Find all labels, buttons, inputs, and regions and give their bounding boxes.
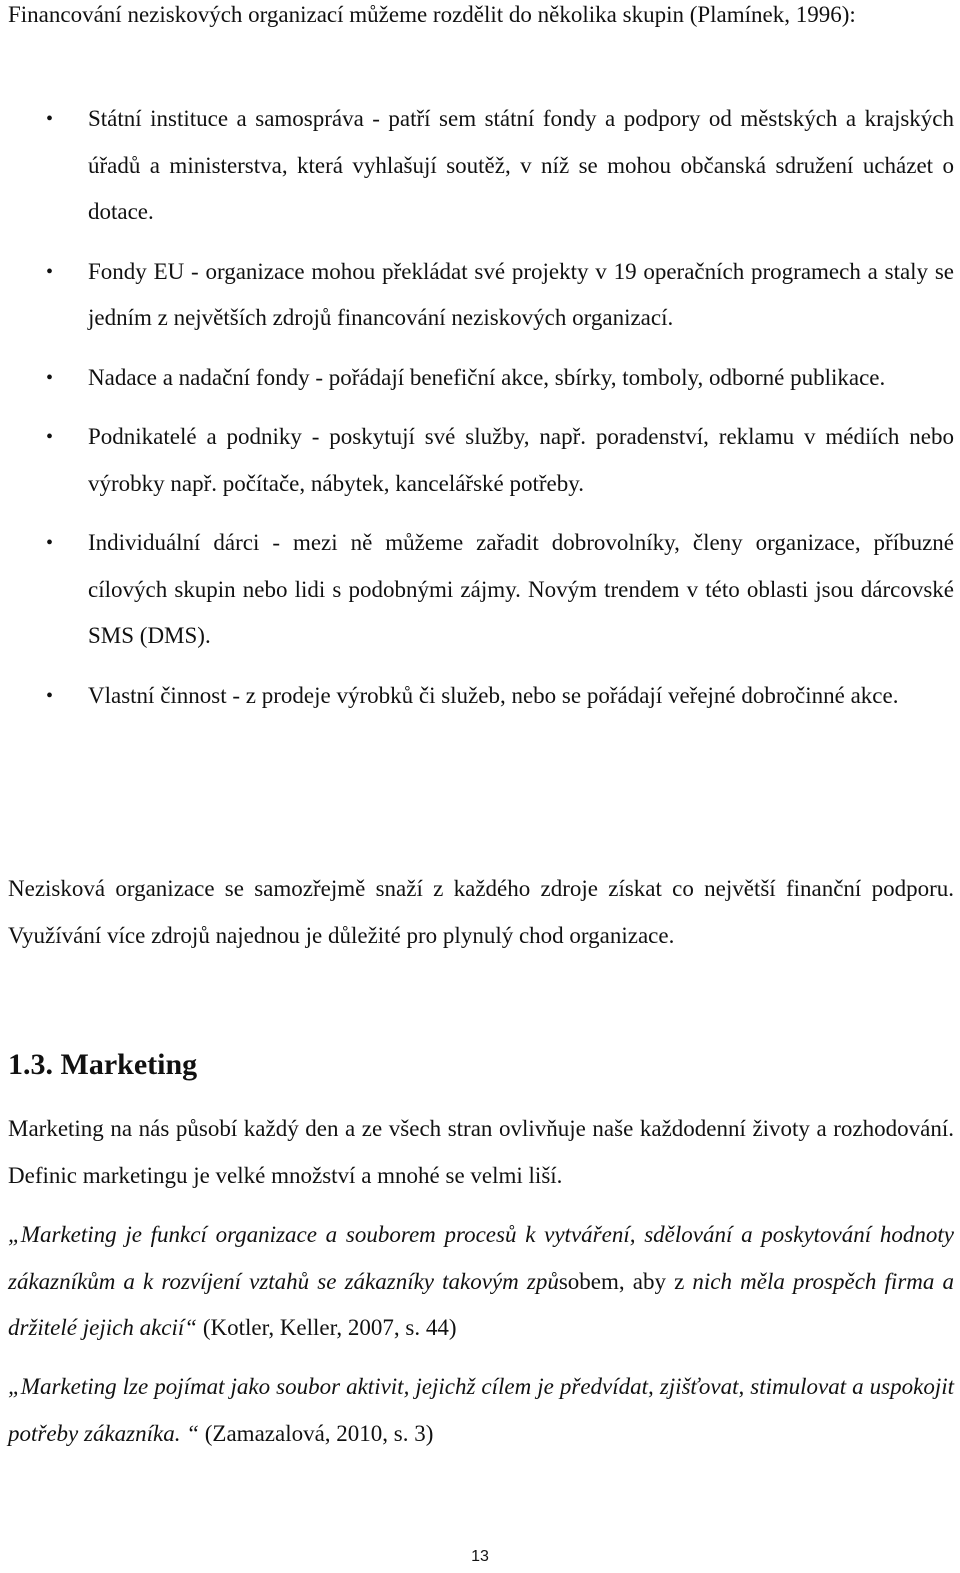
page-number: 13 bbox=[471, 1548, 489, 1565]
section-heading: 1.3. Marketing bbox=[8, 1048, 198, 1081]
marketing-paragraph: Marketing na nás působí každý den a ze všech stran ovlivňuje naše každodenní životy a rozhodování. Definic marketingu je velké množství a mnohé se velmi liší. bbox=[8, 1116, 954, 1188]
financing-sources-list bbox=[8, 96, 954, 732]
list-item bbox=[8, 414, 954, 507]
quote-citation: (Kotler, Keller, 2007, s. 44) bbox=[197, 1315, 457, 1340]
bullet-icon: • bbox=[46, 260, 54, 283]
intro-paragraph: Financování neziskových organizací můžeme rozdělit do několika skupin (Plamínek, 1996): bbox=[8, 2, 856, 27]
list-item bbox=[8, 355, 954, 402]
quote-citation: (Zamazalová, 2010, s. 3) bbox=[199, 1420, 434, 1446]
quote-text-upright: sobem, aby z bbox=[558, 1268, 693, 1294]
bullet-icon: • bbox=[46, 684, 54, 707]
list-item-text: Individuální dárci - mezi ně můžeme zařadit dobrovolníky, členy organizace, příbuzné cílových skupin nebo lidi s podobnými zájmy. Novým trendem v této oblasti jsou dárcovské SMS (DMS). bbox=[88, 530, 954, 648]
list-item-text: Podnikatelé a podniky - poskytují své služby, např. poradenství, reklamu v médiích nebo výrobky např. počítače, nábytek, kancelářské potřeby. bbox=[88, 424, 954, 496]
list-item-text: Fondy EU - organizace mohou překládat své projekty v 19 operačních programech a staly se jedním z největších zdrojů financování neziskových organizací. bbox=[88, 258, 954, 330]
list-item bbox=[8, 673, 954, 720]
bullet-icon: • bbox=[46, 426, 54, 448]
list-item bbox=[8, 96, 954, 236]
quote-text: „Marketing je funkcí organizace a souborem procesů k vytváření, sdělování a poskytování hodnoty zákazníkům a k rozvíjení vztahů se zákazníky takovým způ bbox=[8, 1222, 954, 1294]
summary-paragraph: Nezisková organizace se samozřejmě snaží z každého zdroje získat co největší finanční podporu. Využívání více zdrojů najednou je důležité pro plynulý chod organizace. bbox=[8, 876, 954, 948]
list-item-text: Nadace a nadační fondy - pořádají benefiční akce, sbírky, tomboly, odborné publikace. bbox=[88, 364, 886, 390]
bullet-icon: • bbox=[46, 108, 54, 130]
bullet-icon: • bbox=[46, 366, 54, 389]
bullet-icon: • bbox=[46, 532, 54, 554]
quote-text-end: nich měla prospěch firma a držitelé jejich akcií“ bbox=[8, 1268, 954, 1340]
list-item-text: Státní instituce a samospráva - patří sem státní fondy a podpory od městských a krajských úřadů a ministerstva, která vyhlašují soutěž, v níž se mohou občanská sdružení ucházet o dotace. bbox=[88, 106, 954, 224]
quote-text: „Marketing lze pojímat jako soubor aktivit, jejichž cílem je předvídat, zjišťovat, stimulovat a uspokojit potřeby zákazníka. “ bbox=[8, 1374, 954, 1446]
zamazalova-quote bbox=[8, 1364, 954, 1457]
kotler-quote bbox=[8, 1212, 954, 1352]
list-item bbox=[8, 520, 954, 660]
list-item bbox=[8, 249, 954, 342]
list-item-text: Vlastní činnost - z prodeje výrobků či služeb, nebo se pořádají veřejné dobročinné akce. bbox=[88, 682, 899, 708]
